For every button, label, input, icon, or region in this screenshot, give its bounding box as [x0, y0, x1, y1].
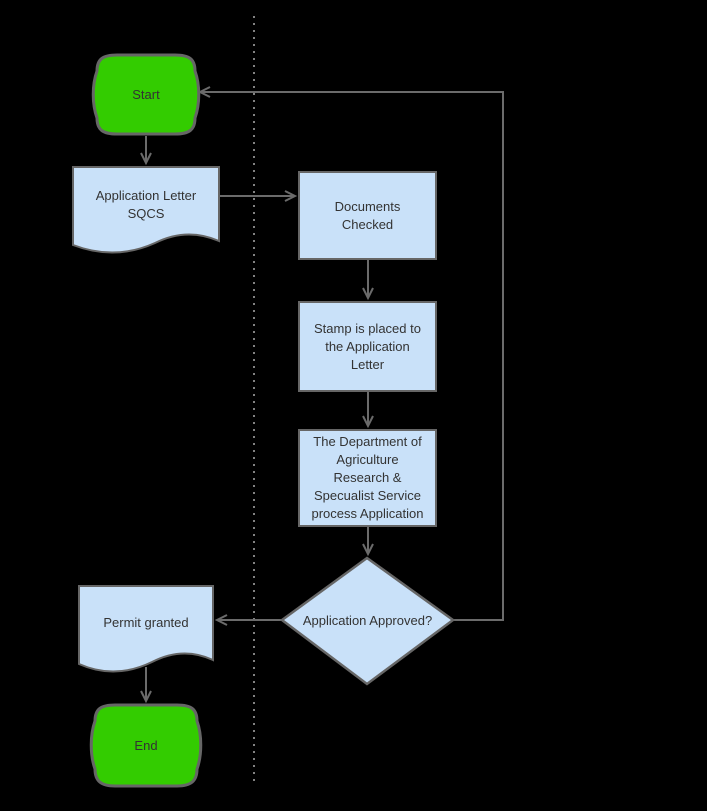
application-approved-label: Application Approved?	[302, 613, 433, 628]
stamp-label: Stamp is placed to the Application Letter	[314, 320, 421, 372]
end-node-shape	[91, 705, 201, 786]
application-approved-decision-shape	[282, 558, 453, 684]
documents-checked-label: Documents Checked	[334, 198, 401, 232]
end-node-label: End	[134, 737, 158, 753]
application-letter-document-shape	[73, 167, 219, 253]
start-node-shape	[93, 55, 199, 134]
permit-granted-document-shape	[79, 586, 213, 672]
department-label: The Department of Agriculture Research & Specualist Service process Application	[311, 434, 424, 521]
permit-granted-label: Permit granted	[103, 615, 189, 630]
department-process-shape	[299, 430, 436, 526]
application-letter-label: Application Letter SQCS	[95, 187, 197, 221]
stamp-process-shape	[299, 302, 436, 391]
start-node-label: Start	[132, 86, 160, 102]
documents-checked-process-shape	[299, 172, 436, 259]
